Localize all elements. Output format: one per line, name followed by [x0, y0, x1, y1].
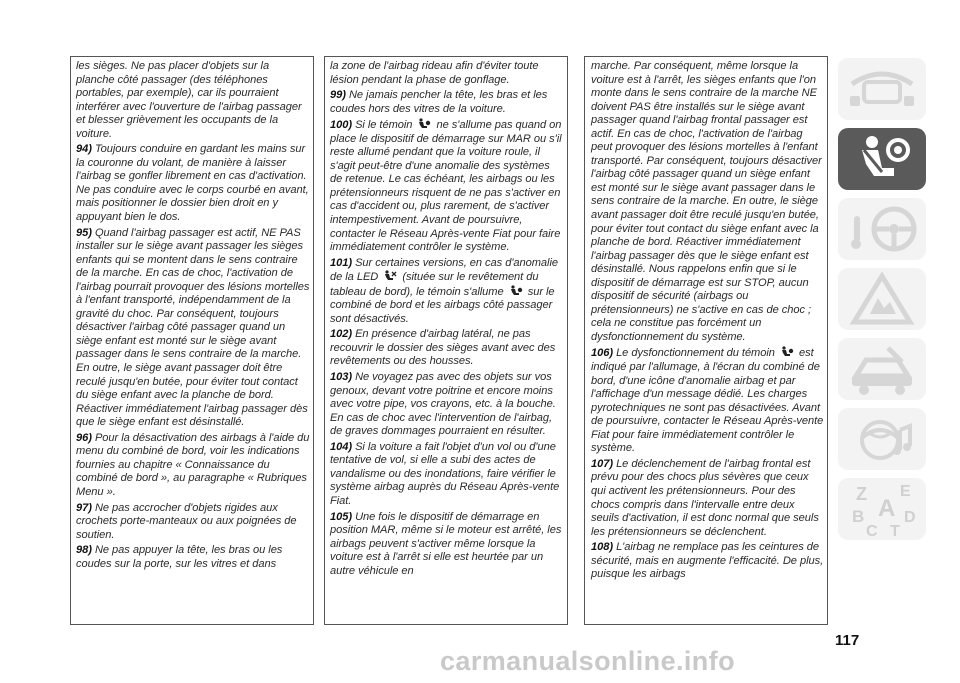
passenger-airbag-off-icon	[383, 270, 397, 282]
index-letter: T	[890, 523, 900, 540]
note-106	[591, 346, 824, 455]
note-text: Quand l'airbag passager est actif, NE PAS installer sur le siège avant passager les sièges enfants qui se montent dans le sens contraire de la marche. En cas de choc, l'activation de l'airbag pourrait provoquer des lésions mortelles à l'enfant transporté, indépendamment de la gravité du choc. Par conséquent, toujours désactiver l'airbag côté passager quand un siège enfant est monté sur le siège avant passager dans le sens contraire de la marche. En outre, le siège avant passager doit être reculé jusqu'en butée, pour éviter tout contact du siège enfant avec la planche de bord. Réactiver immédiatement l'airbag passager dès que le siège enfant est désinstallé.	[76, 226, 310, 429]
note-105	[330, 511, 564, 579]
chapter-tab-index[interactable]	[830, 476, 928, 544]
index-letter: B	[852, 507, 865, 526]
text-column-2	[330, 60, 564, 580]
chapter-tab-multimedia[interactable]	[830, 406, 928, 474]
paragraph-continued: la zone de l'airbag rideau afin d'éviter toute lésion pendant la phase de gonflage.	[330, 60, 539, 86]
note-104	[330, 441, 564, 509]
steering-wheel-icon	[838, 198, 926, 260]
note-number: 100)	[330, 119, 353, 132]
chapter-tab-driving[interactable]	[830, 196, 928, 264]
note-text: Ne pas accrocher d'objets rigides aux crochets porte-manteaux ou aux poignées de soutien.	[76, 501, 297, 541]
note-number: 102)	[330, 328, 353, 341]
note-number: 104)	[330, 440, 353, 453]
airbag-warning-icon	[417, 118, 431, 130]
paragraph-continued: les sièges. Ne pas placer d'objets sur la planche côté passager (des téléphones portables, par exemple), car ils pourraient interférer avec l'ouverture de l'airbag passager et blesser grièvement les occupants de la voiture.	[76, 60, 302, 140]
note-number: 103)	[330, 371, 353, 384]
airbag-seatbelt-icon	[838, 128, 926, 190]
chapter-tab-emergency[interactable]	[830, 266, 928, 334]
index-letter: C	[866, 523, 878, 540]
page-number: 117	[835, 632, 860, 649]
note-text: Ne jamais pencher la tête, les bras et les coudes hors des vitres de la voiture.	[330, 89, 548, 115]
airbag-warning-icon	[780, 346, 794, 358]
note-text: est indiqué par l'allumage, à l'écran du combiné de bord, d'une icône d'anomalie airbag et par l'affichage d'un message dédié. Les charges pyrotechniques ne sont pas désactivées. Avant de poursuivre, contacter le Réseau Après-vente Fiat pour faire immédiatement contrôler le système.	[591, 347, 824, 455]
car-dashboard-icon	[838, 58, 926, 120]
note-text: Ne pas appuyer la tête, les bras ou les coudes sur la porte, sur les vitres et dans	[76, 544, 283, 570]
note-text: L'airbag ne remplace pas les ceintures de sécurité, mais en augmente l'efficacité. De plus, puisque les airbags	[591, 541, 824, 581]
note-number: 105)	[330, 510, 353, 523]
note-number: 106)	[591, 347, 614, 360]
note-94	[76, 143, 310, 224]
note-108	[591, 541, 824, 582]
text-column-3	[591, 60, 824, 584]
note-text: Si la voiture a fait l'objet d'un vol ou d'une tentative de vol, si elle a subi des actes de vandalisme ou des inondations, faire vérifier le système airbag auprès du Réseau Après-vente Fiat.	[330, 440, 560, 507]
note-number: 94)	[76, 143, 92, 156]
note-text: Toujours conduire en gardant les mains sur la couronne du volant, de manière à laisser l'airbag se gonfler librement en cas d'activation. Ne pas conduire avec le corps courbé en avant, mais positionner le dossier bien droit en y appuyant bien le dos.	[76, 143, 309, 224]
note-number: 98)	[76, 544, 92, 557]
note-number: 96)	[76, 431, 92, 444]
airbag-warning-icon	[509, 285, 523, 297]
wrench-car-icon	[838, 338, 926, 400]
index-letter: E	[900, 483, 911, 500]
note-98	[76, 544, 310, 571]
warning-triangle-icon	[838, 268, 926, 330]
note-96	[76, 432, 310, 500]
note-text: Le déclenchement de l'airbag frontal est prévu pour des chocs plus sévères que ceux qui activent les prétensionneurs. Pour des chocs compris dans l'intervalle entre deux seuils d'activation, il est donc normal que seuls les prétensionneurs se déclenchent.	[591, 457, 819, 538]
note-number: 108)	[591, 541, 614, 554]
note-97	[76, 502, 310, 543]
note-99	[330, 89, 564, 116]
note-text: Ne voyagez pas avec des objets sur vos genoux, devant votre poitrine et encore moins avec votre pipe, vos crayons, etc. à la bouche. En cas de choc avec l'intervention de l'airbag, de graves dommages pourraient en résulter.	[330, 371, 556, 438]
note-text: sur le combiné de bord et les airbags côté passager sont désactivés.	[330, 285, 555, 325]
note-text: Le dysfonctionnement du témoin	[616, 347, 775, 360]
chapter-tab-safety[interactable]	[830, 126, 928, 194]
note-number: 99)	[330, 89, 346, 102]
note-101	[330, 257, 564, 327]
index-letter: Z	[856, 484, 867, 504]
note-text: (située sur le revêtement du tableau de bord), le témoin s'allume	[330, 271, 539, 298]
note-text: Si le témoin	[355, 119, 413, 132]
note-103	[330, 371, 564, 439]
note-number: 107)	[591, 457, 614, 470]
note-text: Pour la désactivation des airbags à l'aide du menu du combiné de bord, voir les indications fournies au chapitre « Connaissance du combiné de bord », au paragraphe « Rubriques Menu ».	[76, 431, 310, 498]
index-letters-icon	[838, 478, 926, 540]
note-107	[591, 458, 824, 539]
note-102	[330, 328, 564, 369]
note-number: 101)	[330, 256, 353, 269]
chapter-tab-maintenance[interactable]	[830, 336, 928, 404]
watermark-text: carmanualsonline.info	[440, 646, 735, 676]
note-95	[76, 227, 310, 430]
note-text: En présence d'airbag latéral, ne pas recouvrir le dossier des sièges avant avec des revêtements ou des housses.	[330, 328, 556, 368]
text-column-1	[76, 60, 310, 573]
multimedia-icon	[838, 408, 926, 470]
index-letter: D	[904, 509, 916, 526]
index-letter: A	[878, 495, 896, 522]
paragraph-continued: marche. Par conséquent, même lorsque la voiture est à l'arrêt, les sièges enfants que l'on monte dans le sens contraire de la marche NE doivent PAS être installés sur le siège avant passager quand l'airbag frontal passager est actif. En cas de choc, l'activation de l'airbag peut provoquer des lésions mortelles à l'enfant transporté. Par conséquent, toujours désactiver l'airbag côté passager quand un siège enfant est monté sur le siège avant passager dans le sens contraire de la marche. En outre, le siège avant passager doit être reculé jusqu'en butée, pour éviter tout contact du siège enfant avec la planche de bord. Réactiver immédiatement l'airbag passager dès que le siège enfant est désinstallé. Nous rappelons enfin que si le dispositif de démarrage est sur STOP, aucun dispositif de sécurité (airbags ou prétensionneurs) ne s'active en cas de choc ; cela ne constitue pas forcément un dysfonctionnement du système.	[591, 60, 822, 343]
chapter-tab-dashboard[interactable]	[830, 56, 928, 124]
note-100	[330, 118, 564, 254]
note-text: Une fois le dispositif de démarrage en position MAR, même si le moteur est arrêté, les airbags peuvent s'activer même lorsque la voiture est à l'arrêt si elle est heurtée par un autre véhicule en	[330, 510, 562, 577]
note-text: Sur certaines versions, en cas d'anomalie de la LED	[330, 256, 559, 284]
note-number: 95)	[76, 226, 92, 239]
note-text: ne s'allume pas quand on place le dispositif de démarrage sur MAR ou s'il reste allumé pendant que la voiture roule, il s'agit peut-être d'une anomalie des systèmes de retenue. Le cas échéant, les airbags ou les prétensionneurs risquent de ne pas s'activer en cas d'accident ou, plus rarement, de s'activer intempestivement. Avant de poursuivre, contacter le Réseau Après-vente Fiat pour faire immédiatement contrôler le système.	[330, 119, 562, 254]
note-number: 97)	[76, 501, 92, 514]
